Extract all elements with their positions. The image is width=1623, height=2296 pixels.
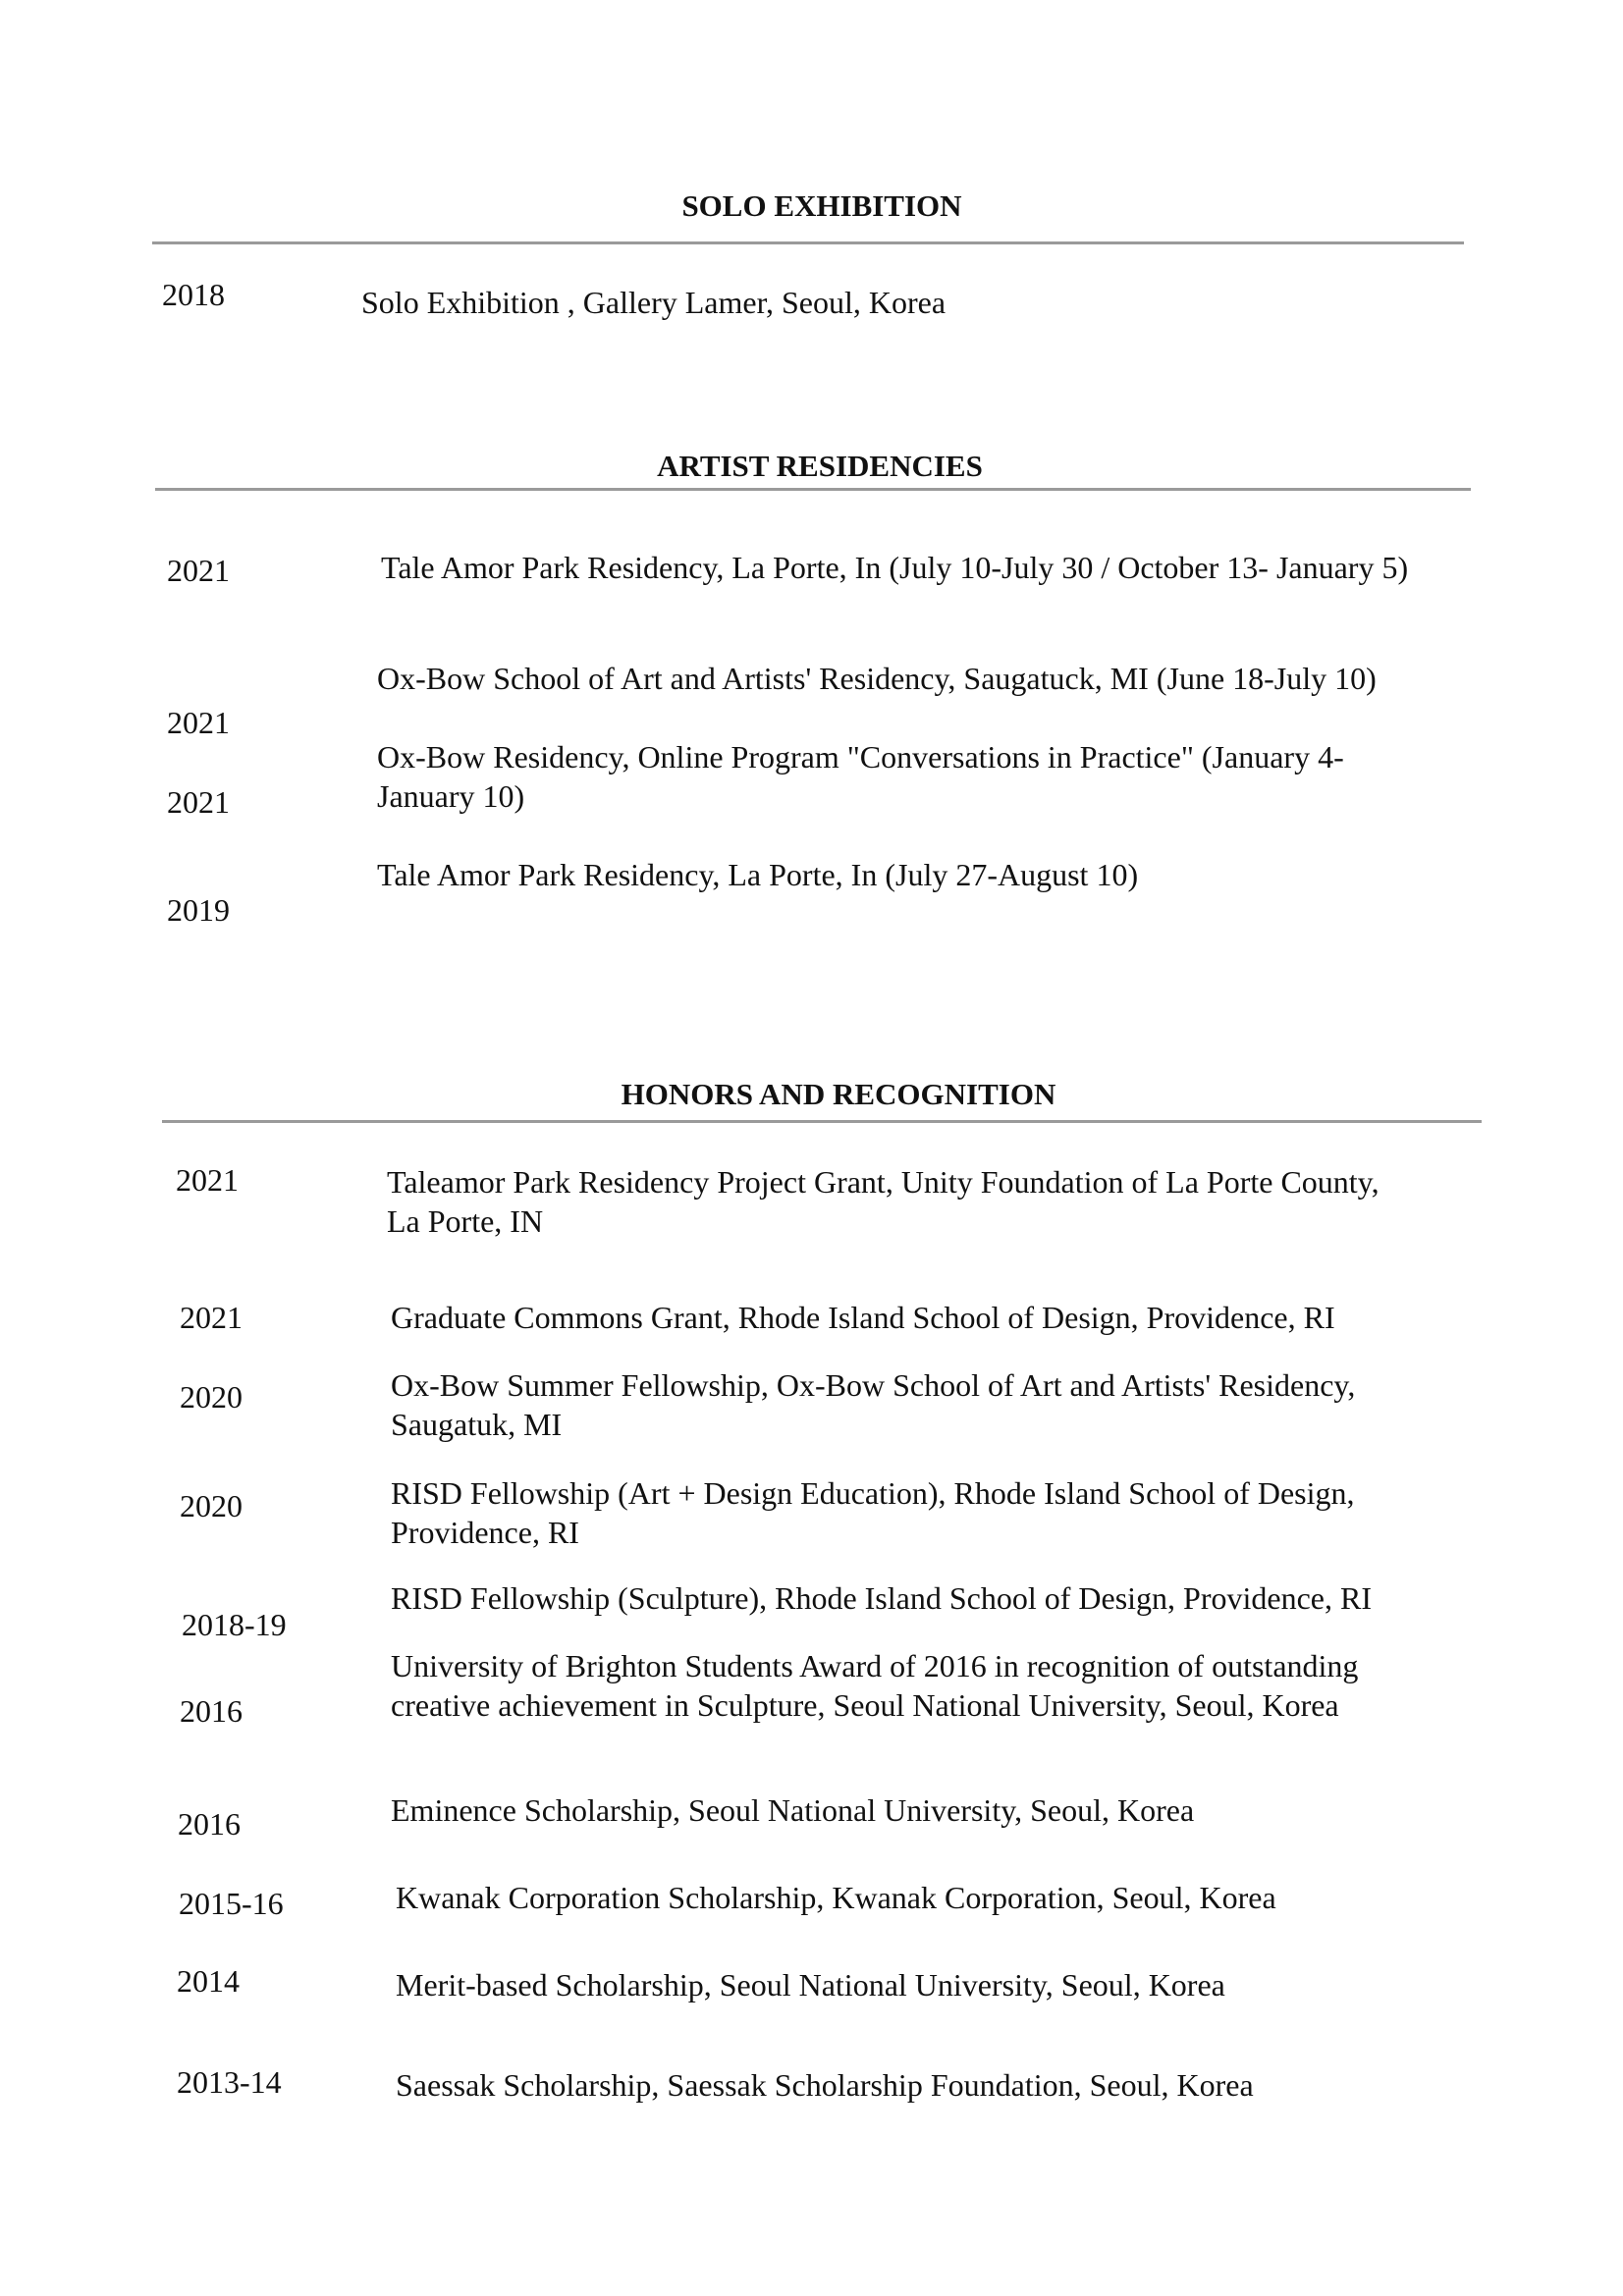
section-heading-artist-residencies: ARTIST RESIDENCIES [657, 449, 983, 483]
entry-text: Kwanak Corporation Scholarship, Kwanak Corporation, Seoul, Korea [396, 1880, 1276, 1915]
entry-text: Solo Exhibition , Gallery Lamer, Seoul, Korea [361, 285, 947, 320]
entry-text: Taleamor Park Residency Project Grant, Unity Foundation of La Porte County, La Porte, IN [387, 1164, 1380, 1239]
entry-text: University of Brighton Students Award of 2016 in recognition of outstanding creative achievement in Sculpture, Seoul National University, Seoul, Korea [391, 1648, 1359, 1723]
entry-year: 2021 [176, 1162, 239, 1198]
entry-text: Tale Amor Park Residency, La Porte, In (July 10-July 30 / October 13- January 5) [381, 550, 1409, 585]
entry-year: 2020 [180, 1488, 243, 1523]
section-divider [155, 488, 1471, 491]
entry-year: 2021 [167, 553, 230, 588]
section-divider [162, 1120, 1482, 1123]
entry-text: Ox-Bow Summer Fellowship, Ox-Bow School of Art and Artists' Residency, Saugatuk, MI [391, 1367, 1356, 1442]
entry-year: 2021 [167, 784, 230, 820]
entry-text: Ox-Bow School of Art and Artists' Residency, Saugatuck, MI (June 18-July 10) [377, 661, 1377, 696]
entry-year: 2013-14 [177, 2064, 282, 2100]
entry-text: Tale Amor Park Residency, La Porte, In (July 27-August 10) [377, 857, 1139, 892]
entry-text: RISD Fellowship (Art + Design Education), Rhode Island School of Design, Providence, RI [391, 1475, 1355, 1550]
entry-text: Graduate Commons Grant, Rhode Island School of Design, Providence, RI [391, 1300, 1335, 1335]
entry-year: 2021 [180, 1300, 243, 1335]
entry-year: 2016 [178, 1806, 241, 1842]
entry-year: 2019 [167, 892, 230, 928]
entry-year: 2015-16 [179, 1886, 284, 1921]
entry-text: Saessak Scholarship, Saessak Scholarship Foundation, Seoul, Korea [396, 2067, 1254, 2103]
entry-text: Merit-based Scholarship, Seoul National University, Seoul, Korea [396, 1967, 1225, 2002]
entry-year: 2014 [177, 1963, 240, 1999]
entry-year: 2020 [180, 1379, 243, 1415]
section-heading-honors: HONORS AND RECOGNITION [621, 1077, 1056, 1111]
entry-text: Eminence Scholarship, Seoul National University, Seoul, Korea [391, 1792, 1195, 1828]
section-heading-solo-exhibition: SOLO EXHIBITION [681, 188, 962, 223]
entry-year: 2016 [180, 1693, 243, 1729]
entry-year: 2018 [162, 277, 225, 312]
entry-text: Ox-Bow Residency, Online Program "Conversations in Practice" (January 4- January 10) [377, 739, 1344, 814]
entry-year: 2021 [167, 705, 230, 740]
entry-year: 2018-19 [182, 1607, 287, 1642]
section-divider [152, 241, 1464, 244]
entry-text: RISD Fellowship (Sculpture), Rhode Island School of Design, Providence, RI [391, 1580, 1372, 1616]
